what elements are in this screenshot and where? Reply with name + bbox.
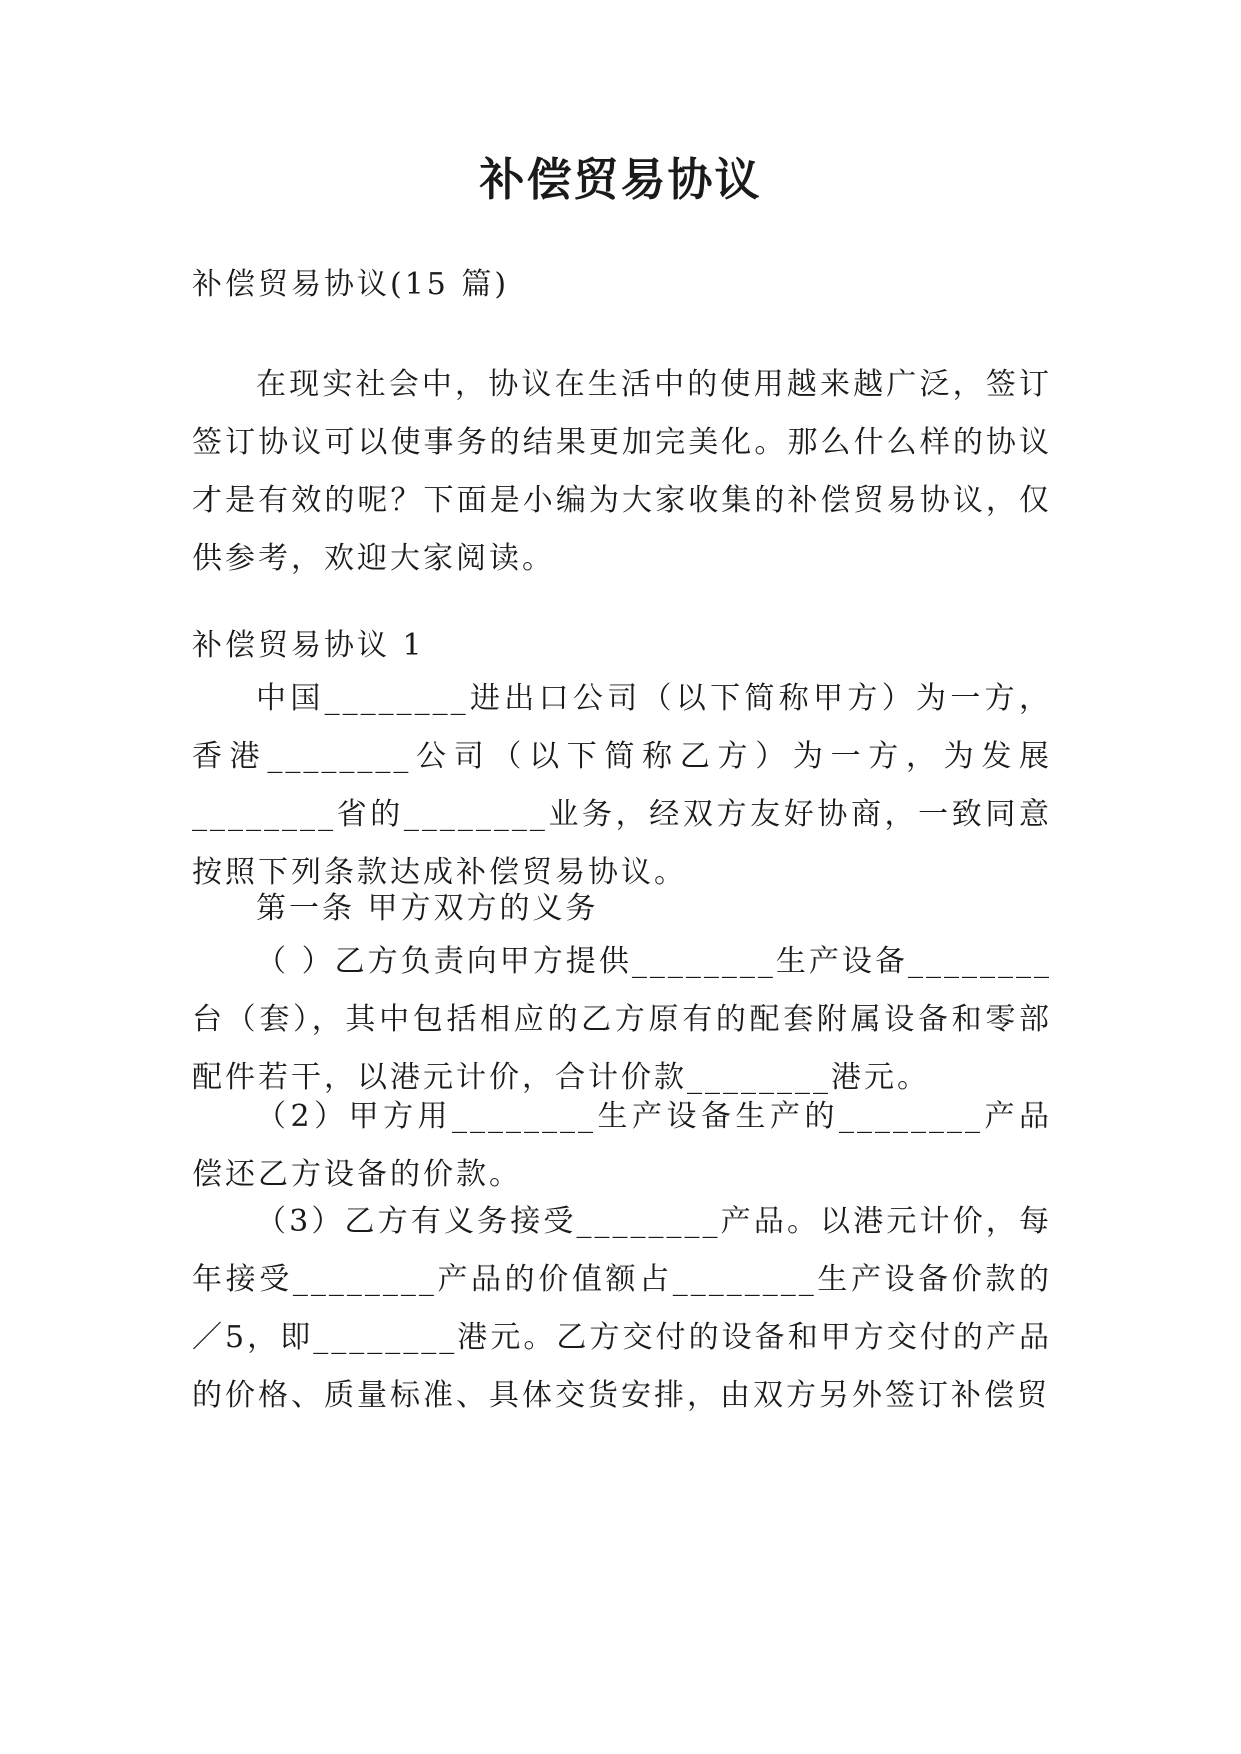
document-subtitle: 补偿贸易协议(15 篇) <box>192 267 510 302</box>
clause-2: （2）甲方用________生产设备生产的________产品偿还乙方设备的价款。 <box>192 1099 1052 1192</box>
paragraph-parties: 中国________进出口公司（以下简称甲方）为一方，香港________公司（以下简称乙方）为一方，为发展________省的________业务，经双方友好协商，一致同意按照下列条款达成补偿贸易协议。 <box>192 681 1052 890</box>
section-heading: 补偿贸易协议 1 <box>192 628 425 663</box>
document-title: 补偿贸易协议 <box>479 153 762 206</box>
intro-paragraph: 在现实社会中，协议在生活中的使用越来越广泛，签订签订协议可以使事务的结果更加完美化。那么什么样的协议才是有效的呢？下面是小编为大家收集的补偿贸易协议，仅供参考，欢迎大家阅读。 <box>192 367 1052 576</box>
article-one-heading: 第一条 甲方双方的义务 <box>256 891 599 926</box>
clause-3: （3）乙方有义务接受________产品。以港元计价，每年接受________产品的价值额占________生产设备价款的／5，即________港元。乙方交付的设备和甲方交付的产品的价格、质量标准、具体交货安排，由双方另外签订补偿贸 <box>192 1204 1052 1413</box>
clause-1: （ ）乙方负责向甲方提供________生产设备________台（套），其中包括相应的乙方原有的配套附属设备和零部配件若干，以港元计价，合计价款________港元。 <box>192 944 1052 1095</box>
